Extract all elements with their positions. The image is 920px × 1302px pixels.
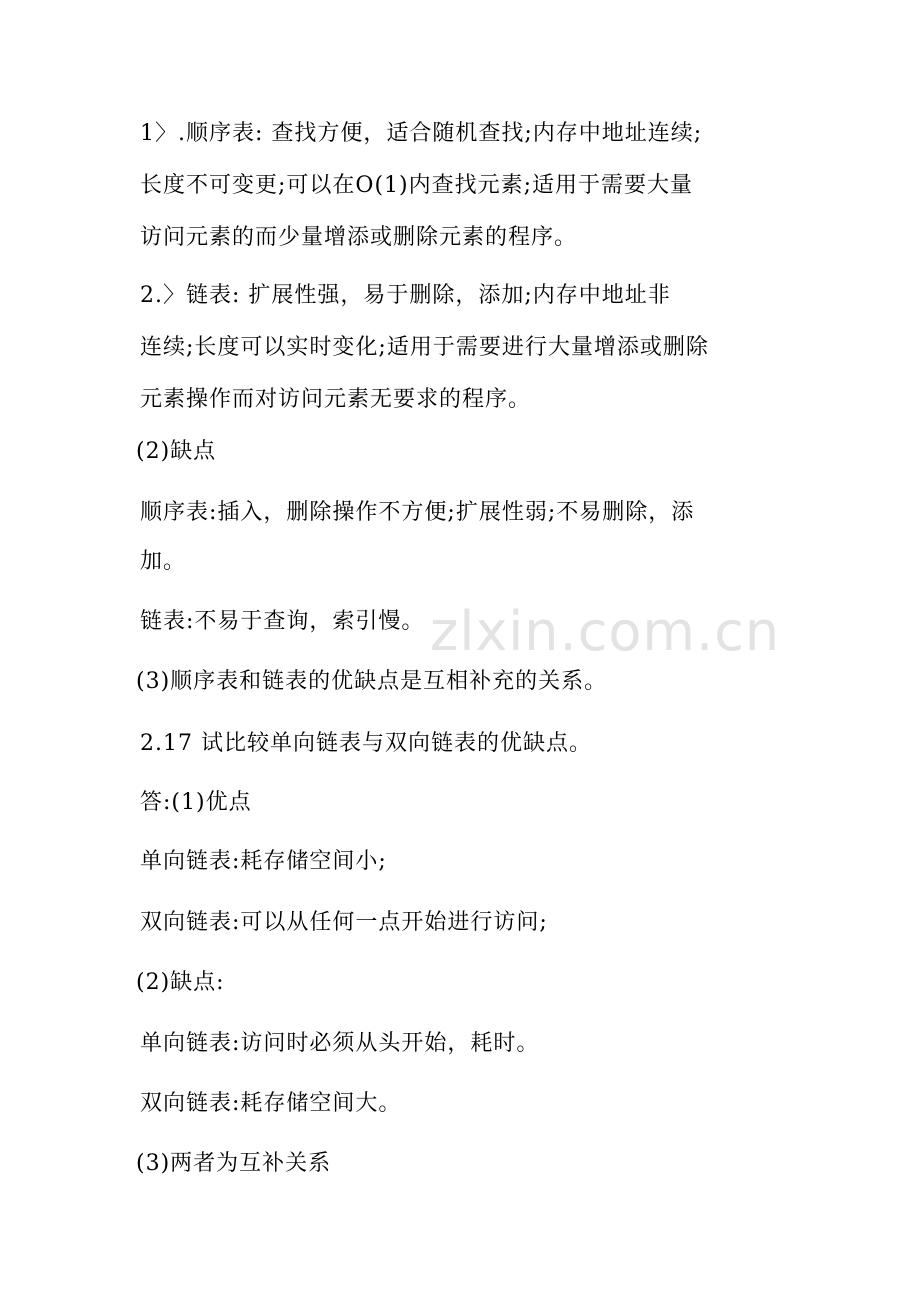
paragraph-line: 2.〉链表: 扩展性强，易于删除，添加;内存中地址非 (140, 283, 671, 308)
paragraph-line: 双向链表:可以从任何一点开始进行访问; (140, 910, 548, 935)
watermark: zlxin.com.cn (430, 600, 781, 663)
paragraph-line: 访问元素的而少量增添或删除元素的程序。 (140, 225, 578, 250)
answer-heading: 答:(1)优点 (140, 790, 252, 815)
question-title: 2.17 试比较单向链表与双向链表的优缺点。 (140, 731, 592, 756)
paragraph-line: 双向链表:耗存储空间大。 (140, 1091, 402, 1116)
paragraph-line: 加。 (140, 549, 187, 574)
paragraph-line: 单向链表:访问时必须从头开始，耗时。 (140, 1031, 540, 1056)
paragraph-line: 元素操作而对访问元素无要求的程序。 (140, 387, 532, 412)
paragraph-line: 顺序表:插入，删除操作不方便;扩展性弱;不易删除，添 (140, 500, 695, 525)
section-heading: (3)顺序表和链表的优缺点是互相补充的关系。 (136, 669, 608, 694)
section-heading: (2)缺点: (136, 970, 225, 995)
paragraph-line: 1〉.顺序表: 查找方便，适合随机查找;内存中地址连续; (140, 121, 703, 146)
paragraph-line: 长度不可变更;可以在O(1)内查找元素;适用于需要大量 (140, 173, 694, 198)
paragraph-line: 链表:不易于查询，索引慢。 (140, 609, 425, 634)
paragraph-line: 连续;长度可以实时变化;适用于需要进行大量增添或删除 (140, 335, 709, 360)
section-heading: (3)两者为互补关系 (136, 1151, 332, 1176)
paragraph-line: 单向链表:耗存储空间小; (140, 849, 387, 874)
section-heading: (2)缺点 (136, 439, 217, 464)
